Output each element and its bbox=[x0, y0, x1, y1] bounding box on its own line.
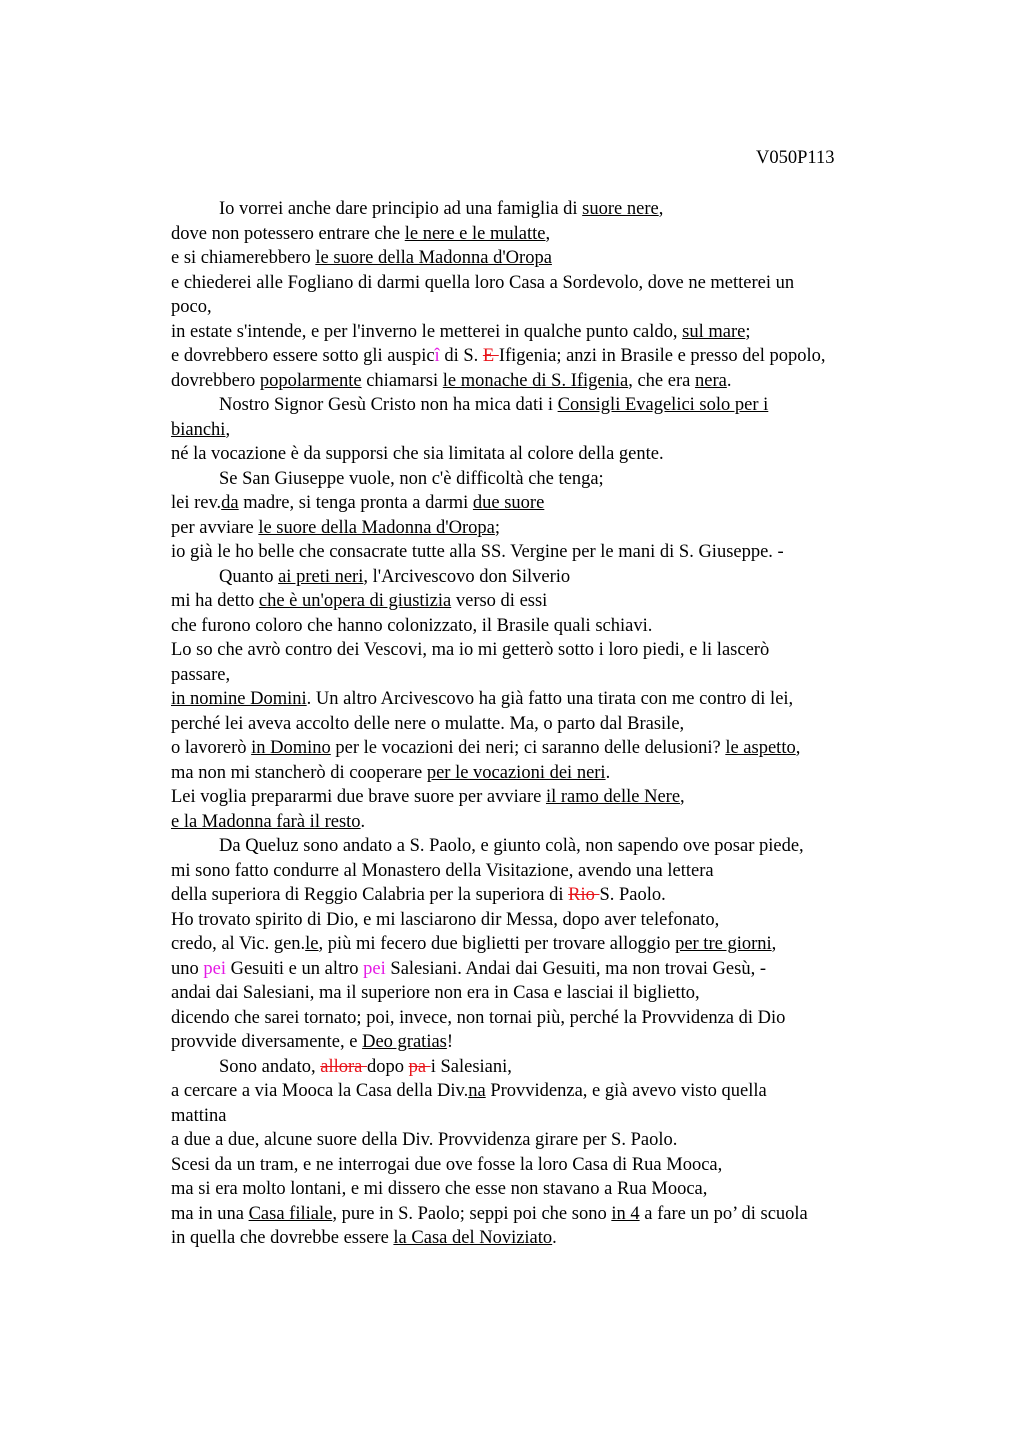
text-segment: che furono coloro che hanno colonizzato, il Brasile quali schiavi. bbox=[171, 615, 653, 636]
text-line bbox=[171, 932, 911, 957]
text-segment: Gesuiti e un altro bbox=[225, 958, 364, 979]
text-line bbox=[171, 883, 911, 908]
text-segment: io già le ho belle che consacrate tutte alla SS. Vergine per le mani di S. Giuseppe. - bbox=[171, 542, 784, 562]
text-line bbox=[171, 810, 911, 835]
text-segment: Lei voglia prepararmi due brave suore per avviare bbox=[171, 787, 546, 807]
text-segment: a due a due, alcune suore della Div. Provvidenza girare per S. Paolo. bbox=[171, 1130, 678, 1150]
underlined-text: sul mare bbox=[682, 321, 746, 342]
text-line bbox=[171, 197, 911, 222]
text-segment: o lavorerò bbox=[171, 738, 252, 758]
text-line bbox=[171, 1128, 911, 1153]
text-segment: . bbox=[552, 1228, 557, 1248]
underlined-text: le bbox=[305, 934, 319, 954]
text-segment: uno bbox=[171, 958, 204, 979]
text-segment: ; bbox=[745, 321, 751, 342]
text-segment: a cercare a via Mooca la Casa della Div. bbox=[171, 1081, 469, 1101]
text-segment: chiamarsi bbox=[361, 370, 443, 391]
underlined-text: le suore della Madonna d'Oropa bbox=[315, 248, 552, 268]
text-line bbox=[171, 663, 911, 688]
text-line bbox=[171, 957, 911, 982]
underlined-text: che è un'opera di giustizia bbox=[258, 591, 452, 611]
text-segment: né la vocazione è da supporsi che sia limitata al colore della gente. bbox=[171, 444, 664, 464]
text-segment: mattina bbox=[171, 1105, 227, 1126]
highlighted-text: pei bbox=[363, 958, 386, 979]
text-line bbox=[171, 614, 911, 639]
text-line bbox=[171, 369, 911, 394]
underlined-text: il ramo delle Nere bbox=[545, 787, 681, 807]
text-segment: passare, bbox=[171, 664, 231, 685]
text-line bbox=[171, 442, 911, 467]
text-segment: e si chiamerebbero bbox=[171, 248, 316, 268]
text-line bbox=[171, 516, 911, 541]
page-code: V050P113 bbox=[756, 148, 835, 168]
text-segment: , bbox=[771, 934, 777, 954]
text-segment: Scesi da un tram, e ne interrogai due ove fosse la loro Casa di Rua Mooca, bbox=[171, 1154, 723, 1175]
text-segment: della superiora di Reggio Calabria per la superiora di bbox=[171, 885, 569, 905]
text-line bbox=[171, 393, 911, 418]
text-line bbox=[171, 859, 911, 884]
text-line bbox=[171, 589, 911, 614]
deleted-text: Rio bbox=[568, 885, 600, 905]
text-line bbox=[171, 540, 911, 565]
underlined-text: Deo gratias bbox=[362, 1032, 447, 1052]
underlined-text: le monache di S. Ifigenia bbox=[442, 370, 629, 391]
underlined-text: le nere e le mulatte bbox=[404, 223, 546, 244]
text-segment: a fare un po’ di scuola bbox=[639, 1203, 808, 1224]
text-line bbox=[171, 1055, 911, 1080]
highlighted-text: î bbox=[434, 346, 440, 366]
text-segment: dicendo che sarei tornato; poi, invece, non tornai più, perché la Provvidenza di Dio bbox=[171, 1007, 786, 1028]
text-segment: Salesiani. Andai dai Gesuiti, ma non trovai Gesù, - bbox=[385, 958, 766, 979]
underlined-text: Consigli Evagelici solo per i bbox=[557, 395, 769, 415]
text-segment: in quella che dovrebbe essere bbox=[171, 1228, 394, 1248]
document-body bbox=[171, 197, 911, 1251]
text-line bbox=[171, 491, 911, 516]
text-line bbox=[171, 638, 911, 663]
text-segment: provvide diversamente, e bbox=[171, 1032, 363, 1052]
deleted-text: pa bbox=[408, 1056, 431, 1077]
underlined-text: ai preti neri bbox=[278, 566, 364, 587]
text-segment: poco, bbox=[171, 297, 212, 317]
text-segment: verso di essi bbox=[451, 591, 548, 611]
underlined-text: suore nere bbox=[582, 199, 659, 219]
text-segment: ma non mi stancherò di cooperare bbox=[171, 762, 427, 783]
text-line bbox=[171, 834, 911, 859]
text-line bbox=[171, 761, 911, 786]
text-segment: dovrebbero bbox=[171, 370, 260, 391]
underlined-text: le suore della Madonna d'Oropa bbox=[258, 517, 495, 538]
text-line bbox=[171, 1030, 911, 1055]
text-segment: madre, si tenga pronta a darmi bbox=[238, 493, 473, 513]
text-segment: Ho trovato spirito di Dio, e mi lasciarono dir Messa, dopo aver telefonato, bbox=[171, 909, 720, 930]
text-segment: , più mi fecero due biglietti per trovare alloggio bbox=[318, 934, 676, 954]
text-line bbox=[171, 1104, 911, 1129]
text-segment: mi sono fatto condurre al Monastero della Visitazione, avendo una lettera bbox=[171, 860, 714, 881]
text-segment: , bbox=[225, 419, 231, 440]
text-segment: , bbox=[680, 787, 685, 807]
text-line bbox=[171, 344, 911, 369]
text-segment: dopo bbox=[366, 1056, 409, 1077]
text-segment: Sono andato, bbox=[219, 1056, 321, 1077]
text-segment: per le vocazioni dei neri; ci saranno delle delusioni? bbox=[330, 738, 726, 758]
text-segment: credo, al Vic. gen. bbox=[171, 934, 306, 954]
underlined-text: bianchi bbox=[171, 419, 226, 440]
text-segment: in estate s'intende, e per l'inverno le metterei in qualche punto caldo, bbox=[171, 321, 683, 342]
underlined-text: e la Madonna farà il resto bbox=[171, 811, 361, 832]
text-line bbox=[171, 908, 911, 933]
text-segment: Lo so che avrò contro dei Vescovi, ma io mi getterò sotto i loro piedi, e li lascerò bbox=[171, 640, 770, 660]
text-segment: i Salesiani, bbox=[430, 1056, 512, 1077]
text-segment: per avviare bbox=[171, 517, 259, 538]
text-segment: ! bbox=[446, 1032, 454, 1052]
text-segment: . Un altro Arcivescovo ha già fatto una tirata con me contro di lei, bbox=[306, 689, 794, 709]
text-segment: Se San Giuseppe vuole, non c'è difficoltà che tenga; bbox=[219, 468, 604, 489]
text-segment: Da Queluz sono andato a S. Paolo, e giunto colà, non sapendo ove posar piede, bbox=[219, 836, 804, 856]
text-line bbox=[171, 785, 911, 810]
underlined-text: per le vocazioni dei neri bbox=[426, 762, 606, 783]
underlined-text: popolarmente bbox=[259, 370, 362, 391]
text-segment: Nostro Signor Gesù Cristo non ha mica dati i bbox=[219, 395, 558, 415]
highlighted-text: pei bbox=[203, 958, 226, 979]
underlined-text: due suore bbox=[472, 493, 545, 513]
text-line bbox=[171, 981, 911, 1006]
text-segment: , che era bbox=[628, 370, 695, 391]
text-line bbox=[171, 1202, 911, 1227]
underlined-text: per tre giorni bbox=[675, 934, 772, 954]
text-segment: . bbox=[360, 811, 366, 832]
text-line bbox=[171, 271, 911, 296]
text-segment: ma si era molto lontani, e mi dissero che esse non stavano a Rua Mooca, bbox=[171, 1179, 708, 1199]
text-segment: Provvidenza, e già avevo visto quella bbox=[485, 1081, 767, 1101]
text-line bbox=[171, 320, 911, 345]
text-line bbox=[171, 712, 911, 737]
text-line bbox=[171, 246, 911, 271]
text-segment: dove non potessero entrare che bbox=[171, 223, 405, 244]
text-segment: Quanto bbox=[219, 566, 279, 587]
underlined-text: na bbox=[468, 1081, 486, 1101]
text-segment: . bbox=[726, 370, 732, 391]
text-segment: . bbox=[605, 762, 611, 783]
text-line bbox=[171, 1177, 911, 1202]
text-line bbox=[171, 736, 911, 761]
text-line bbox=[171, 1153, 911, 1178]
underlined-text: in Domino bbox=[251, 738, 331, 758]
text-segment: S. Paolo. bbox=[599, 885, 666, 905]
text-segment: di S. bbox=[439, 346, 483, 366]
text-segment: , bbox=[795, 738, 801, 758]
text-line bbox=[171, 222, 911, 247]
text-segment: lei rev. bbox=[171, 493, 222, 513]
text-line bbox=[171, 1079, 911, 1104]
text-line bbox=[171, 1006, 911, 1031]
text-segment: perché lei aveva accolto delle nere o mulatte. Ma, o parto dal Brasile, bbox=[171, 713, 685, 734]
underlined-text: in nomine Domini bbox=[171, 689, 307, 709]
underlined-text: nera bbox=[694, 370, 727, 391]
deleted-text: allora bbox=[320, 1056, 367, 1077]
text-segment: andai dai Salesiani, ma il superiore non era in Casa e lasciai il biglietto, bbox=[171, 983, 700, 1003]
text-line bbox=[171, 687, 911, 712]
underlined-text: le aspetto bbox=[725, 738, 796, 758]
text-segment: , bbox=[658, 199, 664, 219]
text-line bbox=[171, 1226, 911, 1251]
underlined-text: in 4 bbox=[611, 1203, 640, 1224]
text-line bbox=[171, 565, 911, 590]
text-segment: , pure in S. Paolo; seppi poi che sono bbox=[332, 1203, 612, 1224]
text-segment: Ifigenia; anzi in Brasile e presso del popolo, bbox=[498, 346, 826, 366]
underlined-text: Casa filiale bbox=[248, 1203, 333, 1224]
text-segment: Io vorrei anche dare principio ad una famiglia di bbox=[219, 199, 583, 219]
text-segment: , bbox=[545, 223, 551, 244]
text-line bbox=[171, 467, 911, 492]
text-segment: ; bbox=[494, 517, 501, 538]
text-segment: e dovrebbero essere sotto gli auspic bbox=[171, 346, 435, 366]
text-segment: ma in una bbox=[171, 1203, 249, 1224]
underlined-text: da bbox=[221, 493, 239, 513]
text-segment: e chiederei alle Fogliano di darmi quella loro Casa a Sordevolo, dove ne metterei un bbox=[171, 272, 795, 293]
text-line bbox=[171, 295, 911, 320]
text-segment: , l'Arcivescovo don Silverio bbox=[363, 566, 571, 587]
deleted-text: E bbox=[482, 346, 499, 366]
text-line bbox=[171, 418, 911, 443]
underlined-text: la Casa del Noviziato bbox=[393, 1228, 553, 1248]
text-segment: mi ha detto bbox=[171, 591, 259, 611]
